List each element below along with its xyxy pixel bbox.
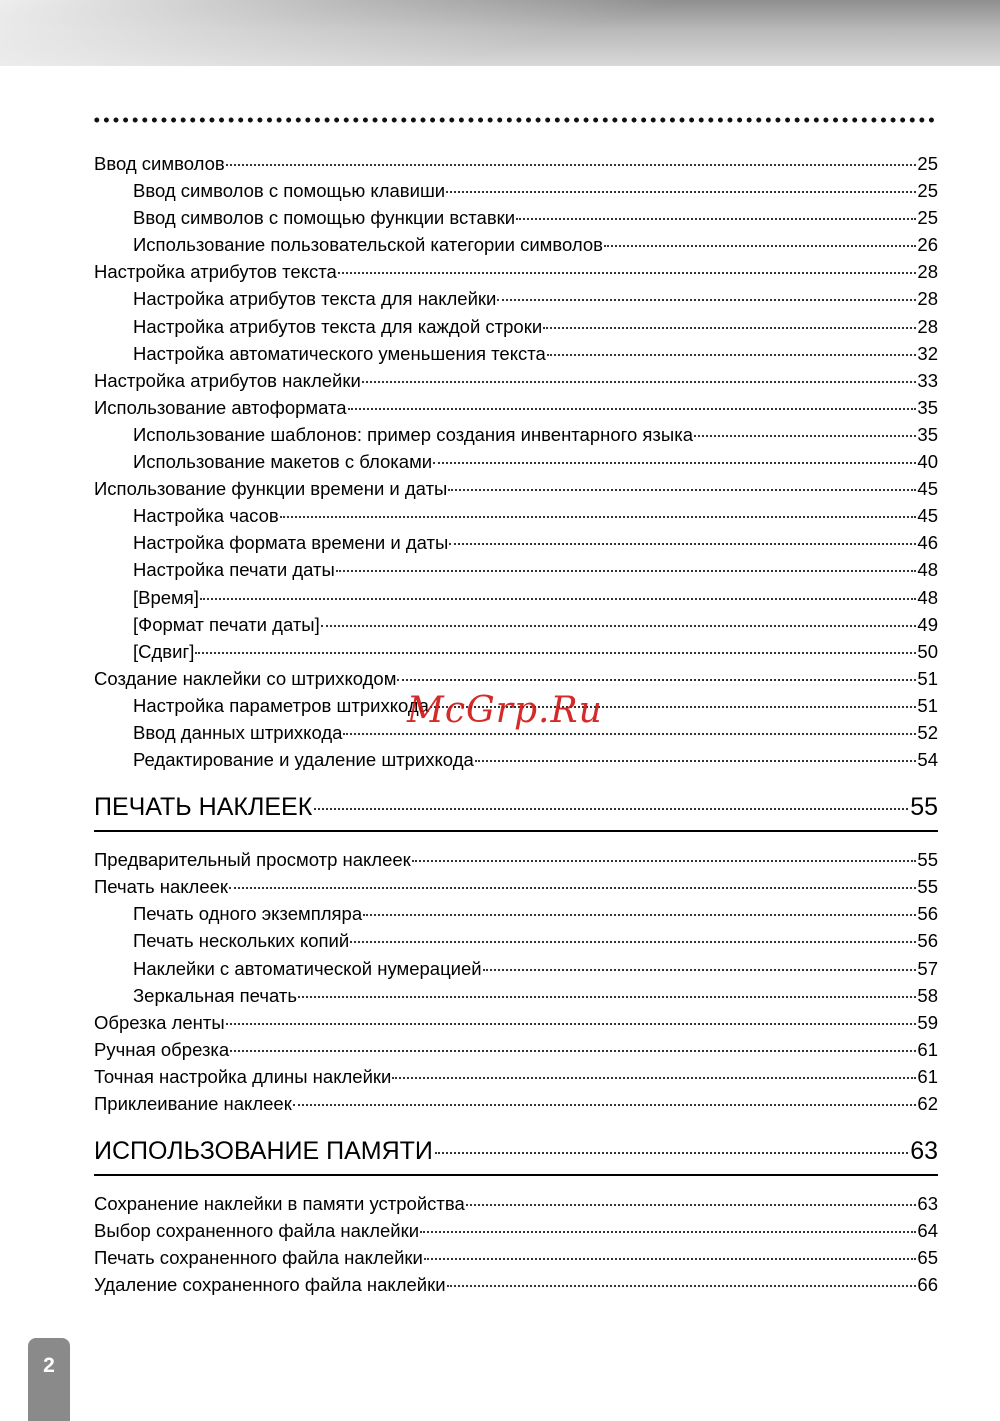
toc-entry-page: 25 — [917, 180, 938, 202]
toc-entry-title: Печать наклеек — [94, 876, 229, 898]
toc-entry-page: 59 — [917, 1011, 938, 1033]
dot-leader — [694, 435, 916, 437]
toc-entry-page: 40 — [917, 451, 938, 473]
toc-entry[interactable] — [94, 665, 938, 692]
toc-subentry[interactable] — [94, 204, 938, 231]
dot-leader — [420, 1231, 916, 1233]
toc-entry-title: Ручная обрезка — [94, 1038, 230, 1060]
dot-leader — [195, 652, 916, 654]
toc-entry-page: 46 — [917, 532, 938, 554]
toc-entry-page: 25 — [917, 207, 938, 229]
dot-leader — [497, 299, 916, 301]
dot-leader — [475, 760, 917, 762]
toc-entry-title: [Формат печати даты] — [133, 613, 320, 635]
toc-entry-page: 56 — [917, 903, 938, 925]
toc-entry[interactable] — [94, 873, 938, 900]
watermark: McGrp.Ru — [407, 690, 603, 731]
toc-entry-page: 33 — [917, 369, 938, 391]
toc-subentry[interactable] — [94, 421, 938, 448]
toc-entry-page: 64 — [917, 1220, 938, 1242]
toc-entry-page: 65 — [917, 1247, 938, 1269]
toc-entry-title: Настройка атрибутов наклейки — [94, 369, 361, 391]
toc-entry-page: 26 — [917, 234, 938, 256]
toc-subentry[interactable] — [94, 900, 938, 927]
dot-leader — [229, 887, 916, 889]
toc-entry-page: 61 — [917, 1065, 938, 1087]
toc-entry-title: Ввод данных штрихкода — [133, 721, 343, 743]
dot-leader — [435, 1152, 908, 1154]
dot-leader — [446, 191, 916, 193]
section-heading-title: ПЕЧАТЬ НАКЛЕЕК — [94, 793, 313, 822]
dot-leader — [343, 733, 916, 735]
dot-leader — [433, 462, 916, 464]
dot-leader — [280, 516, 917, 518]
toc-entry-title: Настройка атрибутов текста для наклейки — [133, 288, 497, 310]
toc-entry-title: [Сдвиг] — [133, 640, 195, 662]
toc-entry-title: Использование шаблонов: пример создания инвентарного языка — [133, 423, 693, 445]
dotted-divider — [92, 116, 938, 124]
toc-entry-title: Печать нескольких копий — [133, 930, 350, 952]
toc-entry-title: Настройка атрибутов текста для каждой строки — [133, 315, 543, 337]
toc-entry-page: 35 — [917, 396, 938, 418]
dot-leader — [336, 570, 917, 572]
dot-leader — [424, 1258, 917, 1260]
dot-leader — [321, 625, 917, 627]
toc-entry-page: 28 — [917, 288, 938, 310]
toc-entry-title: Использование функции времени и даты — [94, 478, 448, 500]
toc-entry-title: Выбор сохраненного файла наклейки — [94, 1220, 420, 1242]
toc-subentry[interactable] — [94, 231, 938, 258]
toc-entry-page: 50 — [917, 640, 938, 662]
dot-leader — [447, 1285, 917, 1287]
toc-entry[interactable] — [94, 475, 938, 502]
toc-entry[interactable] — [94, 1009, 938, 1036]
dot-leader — [293, 1104, 917, 1106]
toc-subentry[interactable] — [94, 927, 938, 954]
toc-entry-page: 54 — [917, 749, 938, 771]
toc-entry-title: Создание наклейки со штрихкодом — [94, 667, 397, 689]
toc-entry[interactable] — [94, 1063, 938, 1090]
toc-entry-page: 57 — [917, 957, 938, 979]
toc-entry-title: Использование макетов с блоками — [133, 451, 433, 473]
toc-subentry[interactable] — [94, 529, 938, 556]
toc-entry[interactable] — [94, 1217, 938, 1244]
toc-entry[interactable] — [94, 1244, 938, 1271]
toc-entry-page: 45 — [917, 505, 938, 527]
dot-leader — [547, 354, 917, 356]
dot-leader — [363, 914, 916, 916]
toc-entry-title: Печать сохраненного файла наклейки — [94, 1247, 423, 1269]
toc-entry-title: Зеркальная печать — [133, 984, 297, 1006]
toc-entry-title: Печать одного экземпляра — [133, 903, 363, 925]
toc-entry-title: Сохранение наклейки в памяти устройства — [94, 1193, 465, 1215]
toc-entry-page: 51 — [917, 667, 938, 689]
toc-subentry[interactable] — [94, 638, 938, 665]
toc-entry-page: 62 — [917, 1093, 938, 1114]
toc-entry-page: 63 — [917, 1193, 938, 1215]
toc-entry-title: Наклейки с автоматической нумерацией — [133, 957, 482, 979]
toc-entry-page: 58 — [917, 984, 938, 1006]
toc-subentry[interactable] — [94, 502, 938, 529]
toc-entry-title: Удаление сохраненного файла наклейки — [94, 1274, 446, 1296]
toc-entry-title: Ввод символов с помощью функции вставки — [133, 207, 516, 229]
toc-entry-page: 49 — [917, 613, 938, 635]
dot-leader — [449, 543, 916, 545]
toc-entry-page: 28 — [917, 315, 938, 337]
toc-entry[interactable] — [94, 1090, 938, 1117]
toc-entry[interactable] — [94, 846, 938, 873]
toc-entry-page: 56 — [917, 930, 938, 952]
section-heading-page: 55 — [910, 793, 938, 822]
toc-entry-title: Настройка атрибутов текста — [94, 261, 337, 283]
toc-entry[interactable] — [94, 367, 938, 394]
section-heading — [94, 1117, 938, 1176]
toc-entry-page: 48 — [917, 559, 938, 581]
toc-subentry[interactable] — [94, 955, 938, 982]
dot-leader — [604, 245, 916, 247]
toc-entry[interactable] — [94, 1036, 938, 1063]
dot-leader — [338, 272, 917, 274]
toc-entry-title: Настройка параметров штрихкода — [133, 694, 429, 716]
toc-subentry[interactable] — [94, 448, 938, 475]
toc-subentry[interactable] — [94, 177, 938, 204]
toc-entry-page: 61 — [917, 1038, 938, 1060]
toc-entry[interactable] — [94, 1190, 938, 1217]
dot-leader — [397, 679, 916, 681]
toc-entry[interactable] — [94, 150, 938, 177]
dot-leader — [362, 381, 917, 383]
toc-entry-title: Ввод символов — [94, 153, 225, 174]
dot-leader — [350, 941, 916, 943]
dot-leader — [466, 1204, 917, 1206]
toc-entry-page: 25 — [917, 153, 938, 174]
toc-entry-page: 48 — [917, 586, 938, 608]
toc-entry-title: Ввод символов с помощью клавиши — [133, 180, 446, 202]
toc-entry-page: 35 — [917, 423, 938, 445]
toc-entry-page: 66 — [917, 1274, 938, 1296]
toc-subentry[interactable] — [94, 340, 938, 367]
toc-entry-title: Предварительный просмотр наклеек — [94, 849, 411, 871]
dot-leader — [348, 408, 917, 410]
dot-leader — [226, 164, 917, 166]
toc-entry-page: 32 — [917, 342, 938, 364]
toc-subentry[interactable] — [94, 584, 938, 611]
dot-leader — [392, 1077, 916, 1079]
header-swoosh — [0, 0, 1000, 66]
toc-entry-title: Редактирование и удаление штрихкода — [133, 749, 474, 771]
dot-leader — [412, 860, 917, 862]
dot-leader — [483, 969, 917, 971]
toc-subentry[interactable] — [94, 556, 938, 583]
section-heading-page: 63 — [910, 1137, 938, 1166]
toc-subentry[interactable] — [94, 982, 938, 1009]
toc-entry-title: Настройка печати даты — [133, 559, 335, 581]
toc-entry[interactable] — [94, 258, 938, 285]
toc-entry-page: 52 — [917, 721, 938, 743]
toc-entry-title: Настройка формата времени и даты — [133, 532, 449, 554]
dot-leader — [448, 489, 916, 491]
toc-entry-title: Настройка часов — [133, 505, 279, 527]
dot-leader — [200, 598, 916, 600]
toc-entry-page: 55 — [917, 849, 938, 871]
toc-subentry[interactable] — [94, 313, 938, 340]
dot-leader — [314, 808, 908, 810]
toc-subentry[interactable] — [94, 285, 938, 312]
toc-entry-title: Точная настройка длины наклейки — [94, 1065, 392, 1087]
toc-entry-title: Приклеивание наклеек — [94, 1093, 292, 1114]
toc-entry-page: 51 — [917, 694, 938, 716]
toc-subentry[interactable] — [94, 611, 938, 638]
dot-leader — [516, 218, 916, 220]
toc-entry-page: 28 — [917, 261, 938, 283]
toc-entry-title: Обрезка ленты — [94, 1011, 225, 1033]
page-number: 2 — [43, 1354, 55, 1377]
dot-leader — [226, 1023, 917, 1025]
toc-entry-title: Настройка автоматического уменьшения текста — [133, 342, 546, 364]
page-number-tab — [28, 1338, 70, 1421]
toc-entry-title: Использование автоформата — [94, 396, 347, 418]
toc-subentry[interactable] — [94, 746, 938, 773]
toc-entry-page: 55 — [917, 876, 938, 898]
toc-entry-page: 45 — [917, 478, 938, 500]
dot-leader — [543, 327, 916, 329]
toc-entry[interactable] — [94, 394, 938, 421]
dot-leader — [230, 1050, 916, 1052]
toc-entry[interactable] — [94, 1271, 938, 1298]
toc-entry-title: Использование пользовательской категории символов — [133, 234, 604, 256]
toc-entry-title: [Время] — [133, 586, 199, 608]
header-band — [0, 0, 1000, 66]
dot-leader — [298, 996, 916, 998]
section-heading-title: ИСПОЛЬЗОВАНИЕ ПАМЯТИ — [94, 1137, 433, 1166]
section-heading — [94, 773, 938, 832]
